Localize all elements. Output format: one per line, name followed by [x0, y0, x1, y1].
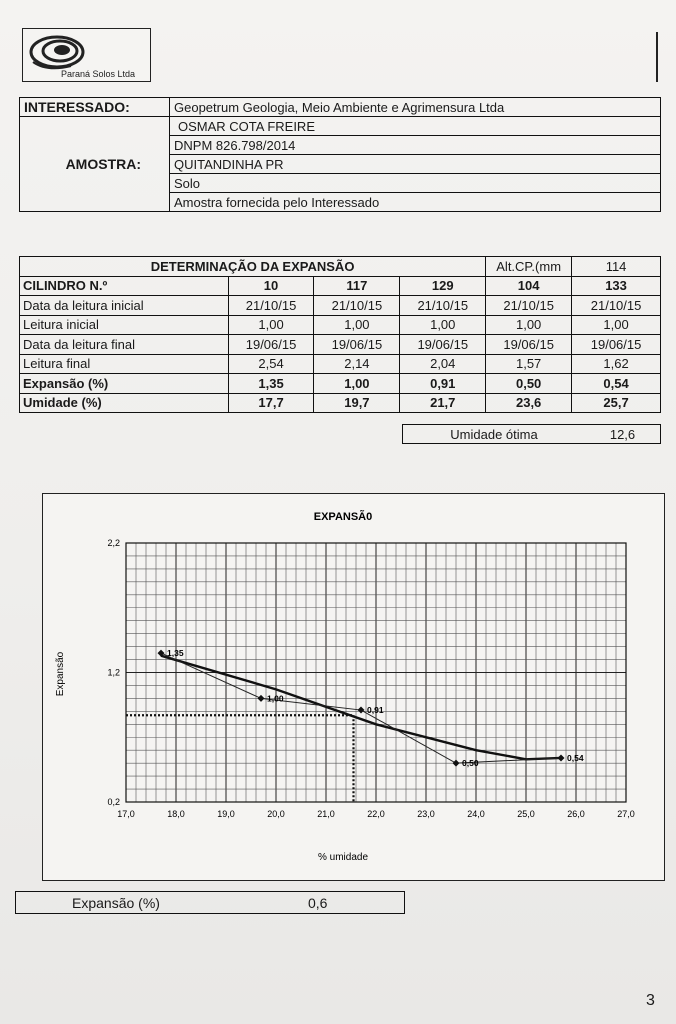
- cilindro-number: 129: [400, 276, 486, 296]
- table-cell: 2,14: [314, 354, 400, 374]
- expansion-result-box: [15, 891, 405, 914]
- result-value: 0,6: [308, 895, 328, 911]
- chart-grid: [126, 543, 626, 802]
- row-label: Leitura inicial: [20, 315, 229, 335]
- amostra-line: OSMAR COTA FREIRE: [170, 117, 661, 136]
- x-tick-label: 22,0: [367, 809, 385, 819]
- data-label: 0,50: [462, 758, 479, 769]
- table-cell: 1,00: [572, 315, 661, 335]
- x-tick-label: 23,0: [417, 809, 435, 819]
- x-tick-label: 18,0: [167, 809, 185, 819]
- table-cell: 1,35: [228, 374, 314, 394]
- table-cell: 21,7: [400, 393, 486, 413]
- data-point: [453, 760, 460, 767]
- amostra-line: QUITANDINHA PR: [170, 155, 661, 174]
- umidade-otima-box: [402, 424, 661, 444]
- table-cell: 1,00: [400, 315, 486, 335]
- x-tick-label: 17,0: [117, 809, 135, 819]
- x-axis-label: % umidade: [317, 852, 369, 863]
- cilindro-number: 104: [486, 276, 572, 296]
- cilindro-label: CILINDRO N.º: [20, 276, 229, 296]
- table-cell: 19/06/15: [400, 335, 486, 355]
- table-cell: 19/06/15: [228, 335, 314, 355]
- table-cell: 0,50: [486, 374, 572, 394]
- expansion-table: [19, 256, 661, 413]
- chart-axes: [107, 538, 634, 819]
- chart-marks: [126, 648, 584, 802]
- data-point: [558, 754, 565, 761]
- umidade-otima-value: 12,6: [609, 427, 636, 442]
- table-cell: 21/10/15: [572, 296, 661, 316]
- x-tick-label: 26,0: [567, 809, 585, 819]
- table-cell: 2,54: [228, 354, 314, 374]
- row-label: Data da leitura inicial: [20, 296, 229, 316]
- logo-swirl-icon: [27, 32, 87, 72]
- table-row: [20, 315, 661, 335]
- company-name: Paraná Solos Ltda: [61, 69, 136, 79]
- table-cell: 25,7: [572, 393, 661, 413]
- x-tick-label: 20,0: [267, 809, 285, 819]
- table-row: [20, 374, 661, 394]
- amostra-line: Solo: [170, 174, 661, 193]
- table-cell: 19/06/15: [314, 335, 400, 355]
- result-label: Expansão (%): [72, 895, 160, 911]
- table-cell: 17,7: [228, 393, 314, 413]
- chart-svg: [43, 494, 666, 882]
- table-cell: 21/10/15: [486, 296, 572, 316]
- cilindro-number: 10: [228, 276, 314, 296]
- table-cell: 1,00: [314, 374, 400, 394]
- table-cell: 19/06/15: [572, 335, 661, 355]
- page-number: 3: [646, 992, 655, 1009]
- table-row: [20, 296, 661, 316]
- table-cell: 1,00: [314, 315, 400, 335]
- table-cell: 21/10/15: [228, 296, 314, 316]
- altcp-value: 114: [572, 257, 661, 277]
- table-cell: 1,62: [572, 354, 661, 374]
- interessado-value: Geopetrum Geologia, Meio Ambiente e Agrimensura Ltda: [170, 98, 661, 117]
- data-label: 0,54: [567, 752, 584, 763]
- corner-mark: [656, 32, 662, 82]
- y-tick-label: 1,2: [107, 667, 120, 678]
- row-label: Umidade (%): [20, 393, 229, 413]
- x-tick-label: 21,0: [317, 809, 335, 819]
- altcp-label: Alt.CP.(mm: [486, 257, 572, 277]
- table-cell: 1,57: [486, 354, 572, 374]
- table-row: [20, 393, 661, 413]
- table-cell: 1,00: [228, 315, 314, 335]
- row-label: Leitura final: [20, 354, 229, 374]
- table-cell: 23,6: [486, 393, 572, 413]
- cilindro-number: 133: [572, 276, 661, 296]
- table-cell: 0,54: [572, 374, 661, 394]
- amostra-line: DNPM 826.798/2014: [170, 136, 661, 155]
- table-cell: 21/10/15: [400, 296, 486, 316]
- table-cell: 19/06/15: [486, 335, 572, 355]
- x-tick-label: 19,0: [217, 809, 235, 819]
- data-label: 0,91: [367, 705, 384, 716]
- expansion-table-title: DETERMINAÇÃO DA EXPANSÃO: [20, 257, 486, 277]
- x-tick-label: 24,0: [467, 809, 485, 819]
- y-tick-label: 0,2: [107, 797, 120, 807]
- expansion-chart: [42, 493, 665, 881]
- cilindro-number: 117: [314, 276, 400, 296]
- interessado-label: INTERESSADO:: [20, 98, 170, 117]
- x-tick-label: 25,0: [517, 809, 535, 819]
- y-tick-label: 2,2: [107, 538, 120, 548]
- amostra-line: Amostra fornecida pelo Interessado: [170, 193, 661, 212]
- x-tick-label: 27,0: [617, 809, 635, 819]
- table-cell: 0,91: [400, 374, 486, 394]
- table-row: [20, 335, 661, 355]
- table-cell: 1,00: [486, 315, 572, 335]
- table-row: [20, 354, 661, 374]
- sample-info-table: [19, 97, 661, 212]
- table-cell: 19,7: [314, 393, 400, 413]
- data-point: [358, 707, 365, 714]
- umidade-otima-label: Umidade ótima: [450, 427, 538, 442]
- data-label: 1,35: [167, 648, 184, 659]
- data-label: 1,00: [267, 693, 284, 704]
- row-label: Data da leitura final: [20, 335, 229, 355]
- y-axis-label: Expansão: [55, 651, 66, 697]
- amostra-label: AMOSTRA:: [20, 117, 170, 212]
- chart-title: EXPANSÃ0: [313, 511, 373, 523]
- table-cell: 2,04: [400, 354, 486, 374]
- data-point: [258, 695, 265, 702]
- row-label: Expansão (%): [20, 374, 229, 394]
- company-logo: [22, 28, 151, 82]
- table-cell: 21/10/15: [314, 296, 400, 316]
